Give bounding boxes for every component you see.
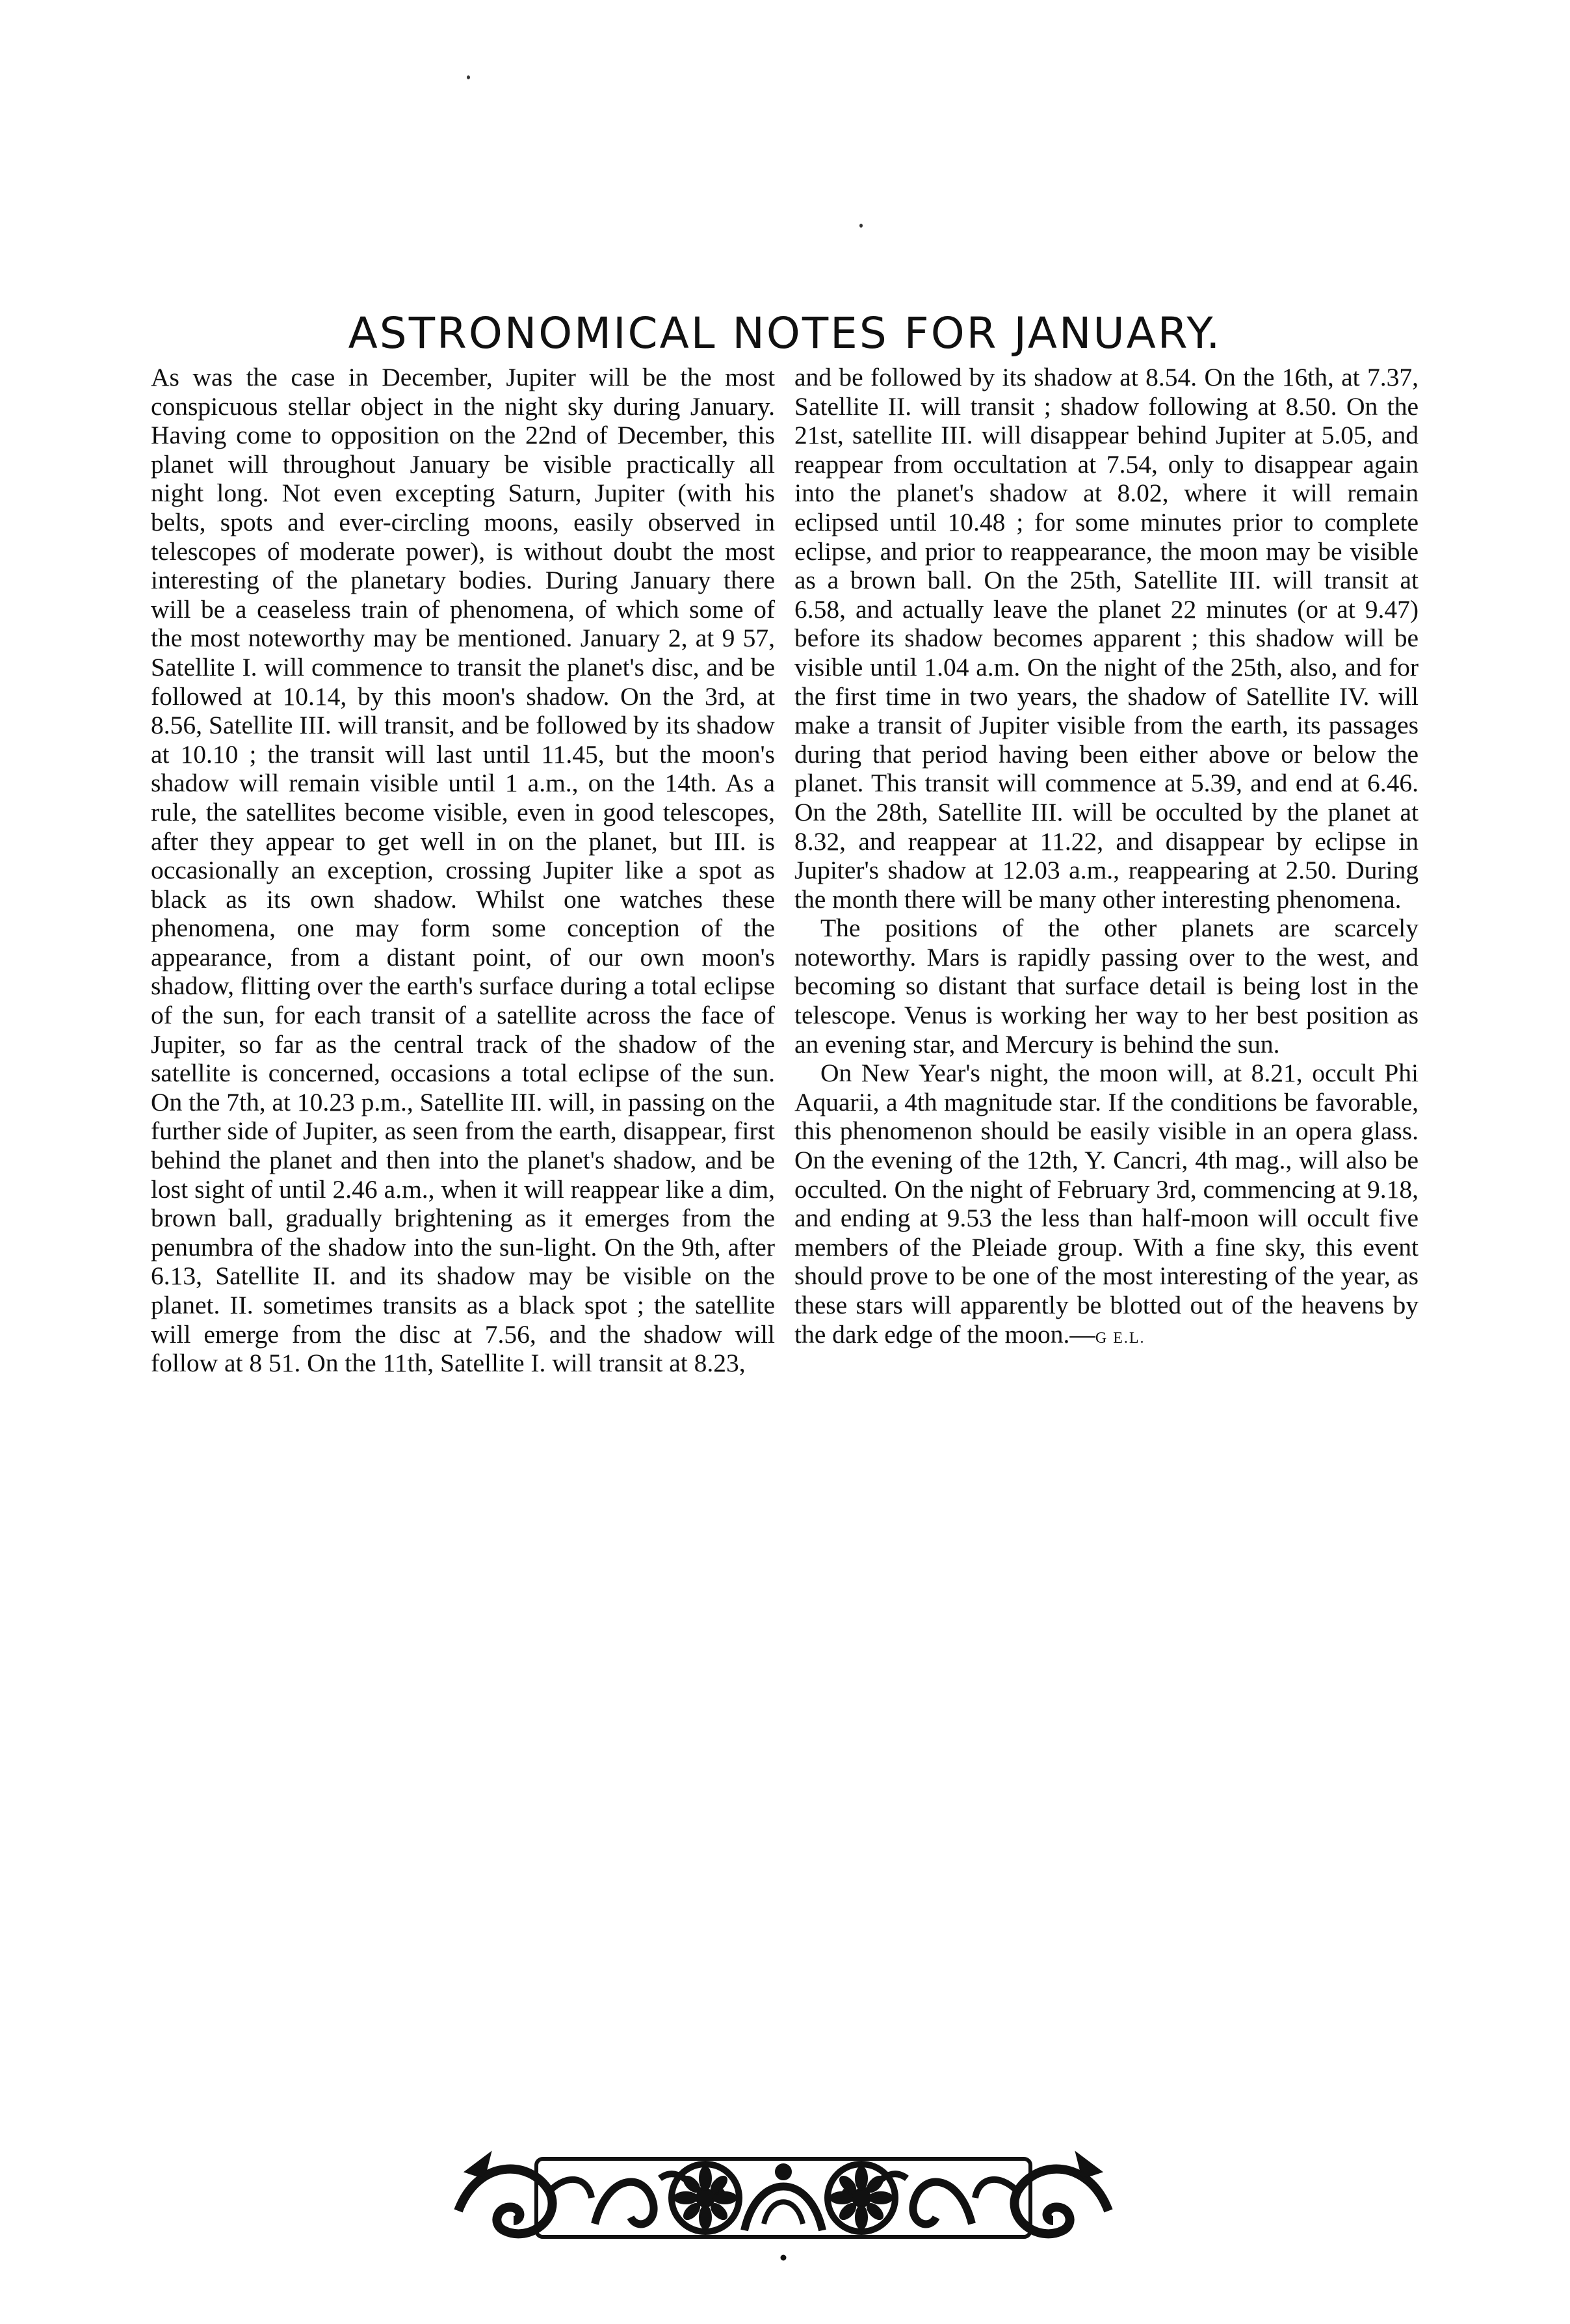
- print-speck: [859, 224, 863, 228]
- page-title: ASTRONOMICAL NOTES FOR JANUARY.: [348, 308, 1222, 359]
- left-column: [151, 363, 775, 1378]
- author-signature: G E.L.: [1095, 1329, 1145, 1347]
- paragraph: As was the case in December, Jupiter will be the most conspicuous stellar object in the night sky during January. Having come to opposition on the 22nd of December, this planet will throughout January be visible practically all night long. Not even excepting Saturn, Jupiter (with his belts, spots and ever-circling moons, easily observed in telescopes of moderate power), is without doubt the most interesting of the planetary bodies. During January there will be a ceaseless train of phenomena, of which some of the most noteworthy may be mentioned. January 2, at 9 57, Satellite I. will commence to transit the planet's disc, and be followed at 10.14, by this moon's shadow. On the 3rd, at 8.56, Satellite III. will transit, and be followed by its shadow at 10.10 ; the transit will last until 11.45, but the moon's shadow will remain visible until 1 a.m., on the 14th. As a rule, the satellites become visible, even in good telescopes, after they appear to get well in on the planet, but III. is occasionally an exception, crossing Jupiter like a spot as black as its own shadow. Whilst one watches these phenomena, one may form some conception of the appearance, from a distant point, of our own moon's shadow, flitting over the earth's surface during a total eclipse of the sun, for each transit of a satellite across the face of Jupiter, so far as the central track of the shadow of the satellite is concerned, occasions a total eclipse of the sun. On the 7th, at 10.23 p.m., Satellite III. will, in passing on the further side of Jupiter, as seen from the earth, disappear, first behind the planet and then into the planet's shadow, and be lost sight of until 2.46 a.m., when it will reappear like a dim, brown ball, gradually brightening as it emerges from the penumbra of the shadow into the sun-light. On the 9th, after 6.13, Satellite II. and its shadow may be visible on the planet. II. sometimes transits as a black spot ; the satellite will emerge from the disc at 7.56, and the shadow will follow at 8 51. On the 11th, Satellite I. will transit at 8.23,: [151, 363, 775, 1378]
- paragraph: [794, 1059, 1419, 1353]
- print-speck: [467, 75, 470, 79]
- paragraph: and be followed by its shadow at 8.54. On the 16th, at 7.37, Satellite II. will transit ; shadow following at 8.50. On the 21st, satellite III. will disappear behind Jupiter at 5.05, and reappear from occultation at 7.54, only to disappear again into the planet's shadow at 8.02, where it will remain eclipsed until 10.48 ; for some minutes prior to complete eclipse, and prior to reappearance, the moon may be visible as a brown ball. On the 25th, Satellite III. will transit at 6.58, and actually leave the planet 22 minutes (or at 9.47) before its shadow becomes apparent ; this shadow will be visible until 1.04 a.m. On the night of the 25th, also, and for the first time in two years, the shadow of Satellite IV. will make a transit of Jupiter visible from the earth, its passages during that period having been either above or below the planet. This transit will commence at 5.39, and end at 6.46. On the 28th, Satellite III. will be occulted by the planet at 8.32, and reappear at 11.22, and disappear by eclipse in Jupiter's shadow at 12.03 a.m., reappearing at 2.50. During the month there will be many other interesting phenomena.: [794, 363, 1419, 914]
- right-column: [794, 363, 1419, 1353]
- paragraph: The positions of the other planets are scarcely noteworthy. Mars is rapidly passing over to the west, and becoming so distant that surface detail is being lost in the telescope. Venus is working her way to her best position as an evening star, and Mercury is behind the sun.: [794, 914, 1419, 1059]
- decorative-tailpiece-icon: [452, 2133, 1115, 2263]
- paragraph-text: On New Year's night, the moon will, at 8.21, occult Phi Aquarii, a 4th magnitude star. If the conditions be favorable, this phenomenon should be easily visible in an opera glass. On the evening of the 12th, Y. Cancri, 4th mag., will also be occulted. On the night of February 3rd, commencing at 9.18, and ending at 9.53 the less than half-moon will occult five members of the Pleiade group. With a fine sky, this event should prove to be one of the most interesting of the year, as these stars will apparently be blotted out of the heavens by the dark edge of the moon.—: [794, 1059, 1419, 1349]
